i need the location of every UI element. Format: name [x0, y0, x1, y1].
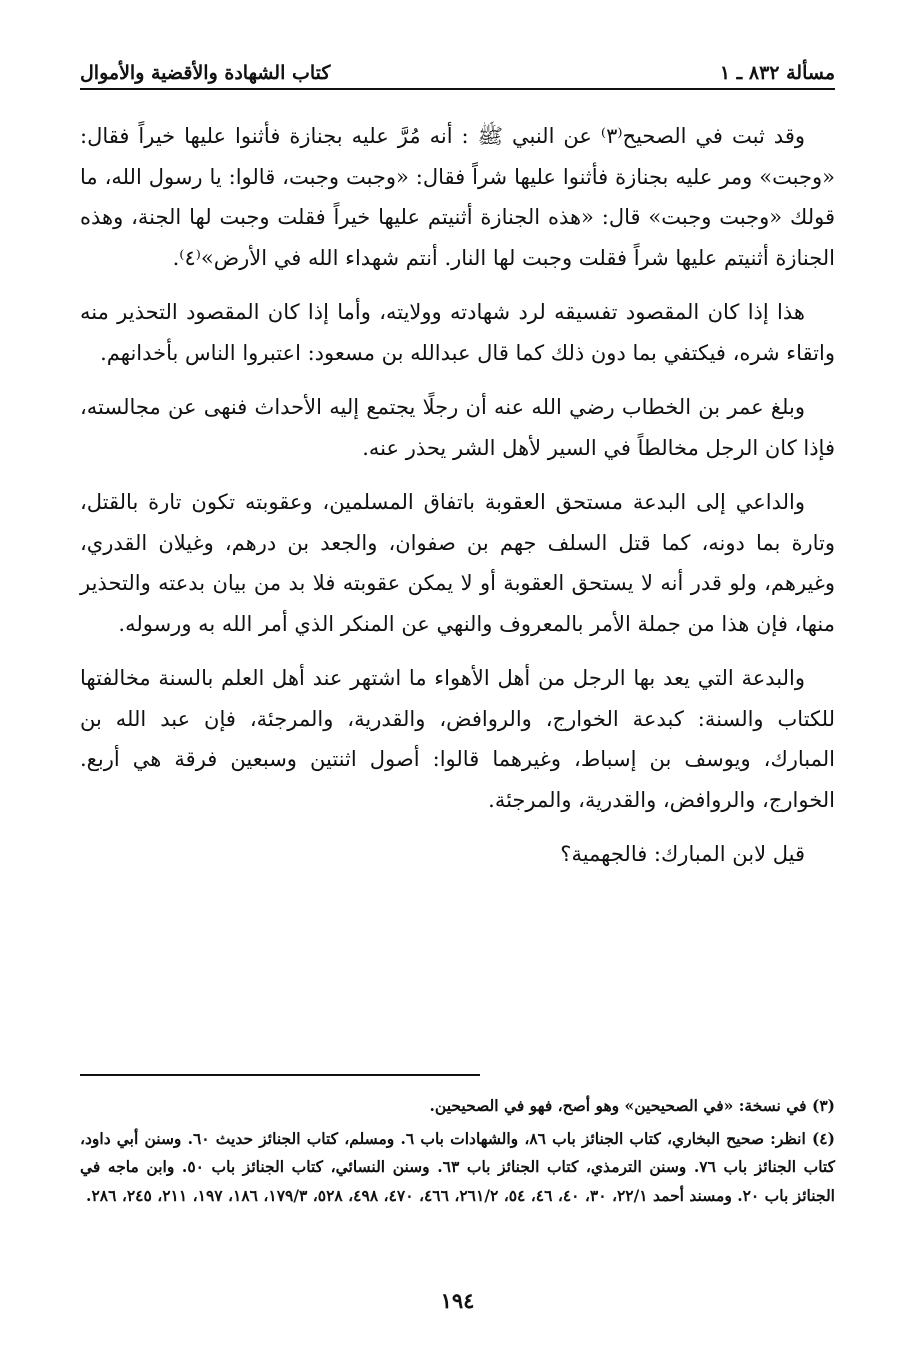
- paragraph: والداعي إلى البدعة مستحق العقوبة باتفاق المسلمين، وعقوبته تكون تارة بالقتل، وتارة بما دونه، كما قتل السلف جهم بن صفوان، والجعد بن درهم، وغيلان القدري، وغيرهم، ولو قدر أنه لا يستحق العقوبة أو لا يمكن عقوبته فلا بد من بيان بدعته والتحذير منها، فإن هذا من جملة الأمر بالمعروف والنهي عن المنكر الذي أمر الله به ورسوله.: [80, 490, 835, 636]
- footnotes: [80, 1092, 835, 1214]
- page-number: ١٩٤: [440, 1288, 475, 1313]
- paragraph: قيل لابن المبارك: فالجهمية؟: [560, 842, 805, 866]
- issue-label: مسألة ٨٣٢ ـ ١: [719, 62, 835, 84]
- book-title: كتاب الشهادة والأقضية والأموال: [80, 62, 331, 84]
- footnote-divider: [80, 1074, 480, 1076]
- footnote: (٣) في نسخة: «في الصحيحين» وهو أصح، فهو في الصحيحين.: [429, 1096, 835, 1115]
- paragraph: والبدعة التي يعد بها الرجل من أهل الأهواء ما اشتهر عند أهل العلم بالسنة مخالفتها للكتاب والسنة: كبدعة الخوارج، والروافض، والقدرية، والمرجئة، فإن عبد الله بن المبارك، ويوسف بن إسباط، وغيرهما قالوا: أصول اثنتين وسبعين فرقة هي أربع. الخوارج، والروافض، والقدرية، والمرجئة.: [80, 666, 835, 812]
- paragraph: وبلغ عمر بن الخطاب رضي الله عنه أن رجلًا يجتمع إليه الأحداث فنهى عن مجالسته، فإذا كان الرجل مخالطاً في السير لأهل الشر يحذر عنه.: [80, 395, 835, 460]
- main-text: [80, 116, 835, 889]
- header-divider: [80, 88, 835, 90]
- footnote: (٤) انظر: صحيح البخاري، كتاب الجنائز باب ٨٦، والشهادات باب ٦. ومسلم، كتاب الجنائز حديث ٦٠. وسنن أبي داود، كتاب الجنائز باب ٧٦. وسنن الترمذي، كتاب الجنائز باب ٦٣. وسنن النسائي، كتاب الجنائز باب ٥٠. وابن ماجه في الجنائز باب ٢٠. ومسند أحمد ٢٢/١، ٣٠، ٤٠، ٤٦، ٥٤، ٢٦١/٢، ٤٦٦، ٤٧٠، ٤٩٨، ٥٢٨، ١٧٩/٣، ١٨٦، ١٩٧، ٢١١، ٢٤٥، ٢٨٦.: [80, 1128, 835, 1205]
- paragraph: وقد ثبت في الصحيح⁽٣⁾ عن النبي ﷺ : أنه مُرَّ عليه بجنازة فأثنوا عليها خيراً فقال: «وجبت» ومر عليه بجنازة فأثنوا عليها شراً فقال: «وجبت وجبت، قالوا: يا رسول الله، ما قولك «وجبت وجبت» قال: «هذه الجنازة أثنيتم عليها خيراً فقلت وجبت لها الجنة، وهذه الجنازة أثنيتم عليها شراً فقلت وجبت لها النار. أنتم شهداء الله في الأرض»⁽٤⁾.: [80, 124, 835, 270]
- book-page: [80, 52, 835, 1322]
- paragraph: هذا إذا كان المقصود تفسيقه لرد شهادته وولايته، وأما إذا كان المقصود التحذير منه واتقاء شره، فيكتفي بما دون ذلك كما قال عبدالله بن مسعود: اعتبروا الناس بأخدانهم.: [80, 300, 835, 365]
- running-header: [80, 52, 835, 84]
